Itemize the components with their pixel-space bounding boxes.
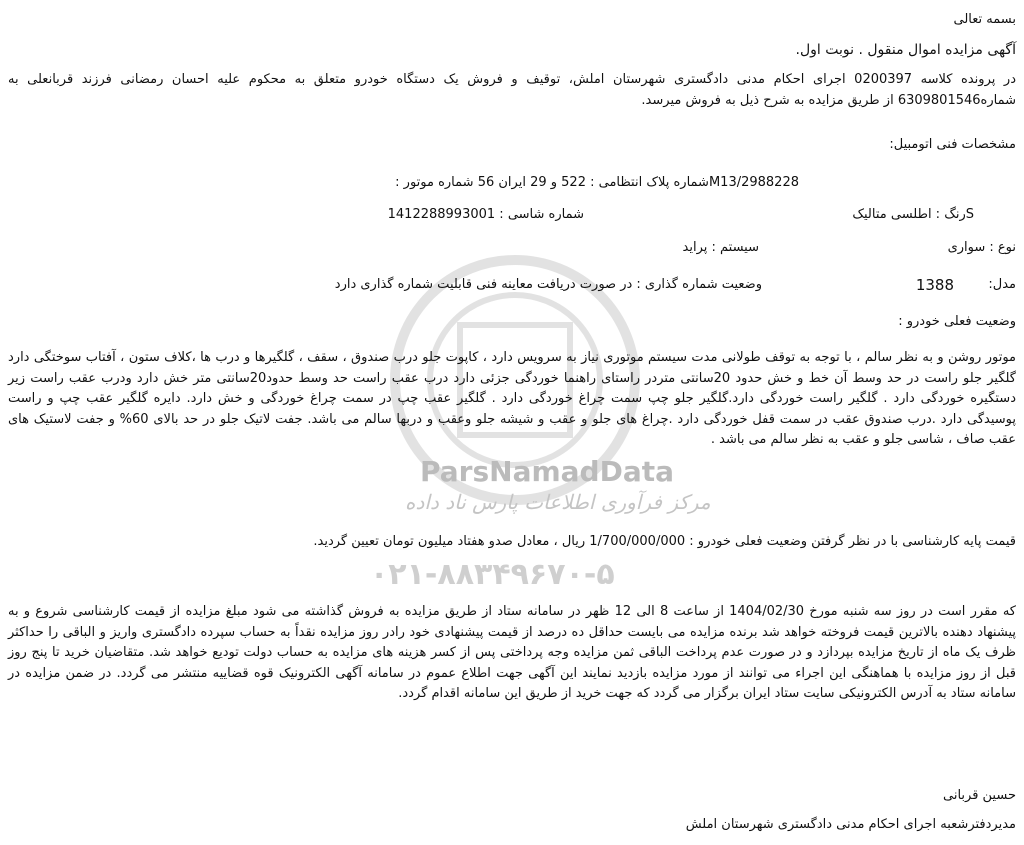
intro-paragraph: در پرونده کلاسه 0200397 اجرای احکام مدنی دادگستری شهرستان املش، توقیف و فروش یک دستگاه خودرو متعلق به محکوم علیه احسان رمضانی فرزند قربانعلی به شماره6309801546 از طریق مزایده به شرح ذیل به فروش میرسد. [8, 72, 1016, 108]
type-field: نوع : سواری [947, 240, 1016, 255]
numbering-status: وضعیت شماره گذاری : در صورت دریافت معاینه فنی قابلیت شماره گذاری دارد [334, 277, 762, 292]
model-value: 1388 [915, 276, 954, 294]
auction-paragraph: که مقرر است در روز سه شنبه مورخ 1404/02/30 از ساعت 8 الی 12 ظهر در سامانه ستاد از طریق مزایده به فروش گذاشته می شود مبلغ مزایده از قیمت کارشناسی شروع و به پیشنهاد دهنده بالاترین قیمت فروخته خواهد شد برنده مزایده می بایست حداقل ده درصد از قیمت پیشنهادی خود رادر روز مزایده نقداً به حساب سپرده دادگستری واریز و الباقی را حداکثر ظرف یک ماه از تاریخ مزایده بپردازد و در صورت عدم پرداخت الباقی ثمن مزایده وجه پرداختی پس از کسر هزینه های مزایده به حساب دولت تودیع خواهد شد. متقاضیان خرید تا پنج روز قبل از روز مزایده با هماهنگی این اجراء می توانند از مورد مزایده بازدید نمایند این آگهی جهت اطلاع عموم در سامانه آگهی الکترونیک قوه قضاییه منتشر می گردد. در ضمن مزایده در سامانه ستاد به آدرس الکترونیکی سایت ستاد ایران برگزار می گردد که جهت خرید از طریق این سامانه اقدام گردد. [8, 604, 1016, 701]
notice-title: آگهی مزایده اموال منقول . نوبت اول. [795, 42, 1016, 58]
plate-engine-row: M13/2988228شماره پلاک انتظامی : 522 و 29 ایران 56 شماره موتور : [395, 175, 799, 190]
specs-heading: مشخصات فنی اتومبیل: [889, 137, 1016, 152]
model-label: مدل: [988, 277, 1016, 292]
condition-heading: وضعیت فعلی خودرو : [898, 314, 1016, 329]
system-field: سیستم : پراید [682, 240, 759, 255]
base-price: قیمت پایه کارشناسی با در نظر گرفتن وضعیت فعلی خودرو : 1/700/000/000 ریال ، معادل صدو هفتاد میلیون تومان تعیین گردید. [313, 534, 1016, 549]
chassis-field: شماره شاسی : 1412288993001 [387, 207, 584, 222]
signatory-role: مدیردفترشعبه اجرای احکام مدنی دادگستری شهرستان املش [685, 817, 1016, 832]
watermark-caption: مرکز فرآوری اطلاعات پارس ناد داده [405, 490, 711, 514]
watermark-brand: ParsNamadData [420, 455, 674, 488]
signatory-name: حسین قربانی [942, 788, 1016, 803]
watermark-phone: ۰۲۱-۸۸۳۴۹۶۷۰-۵ [370, 557, 615, 592]
color-field: Sرنگ : اطلسی متالیک [852, 207, 974, 222]
basmala: بسمه تعالی [953, 12, 1016, 27]
condition-paragraph: موتور روشن و به نظر سالم ، با توجه به توقف طولانی مدت سیستم موتوری نیاز به سرویس دارد ، کاپوت جلو درب صندوق ، سقف ، گلگیرها و درب ها ،کلاف ستون ، آفتاب سوختگی دارد گلگیر جلو راست در حد وسط آن خط و خش حدود 20سانتی متردر راستای راهنما خوردگی جزئی دارد درب عقب راست حد وسط حدود20سانتی متر خش دارد ودرب عقب راست زیر دستگیره خوردگی دارد . گلگیر راست خوردگی دارد.گلگیر جلو چپ سمت چراغ خوردگی دارد . گلگیر عقب چپ در سمت چراغ خوردگی و خش دارد. دایره گلگیر عقب چپ و راست پوسیدگی دارد .درب صندوق عقب در سمت قفل خوردگی دارد .چراغ های جلو و عقب و شیشه جلو وعقب و دربها سالم می باشد. جفت لاتیک جلو در حد بالای 60% و جفت لاستیک های عقب صاف ، شاسی جلو و عقب به نظر سالم می باشد . [8, 350, 1016, 447]
